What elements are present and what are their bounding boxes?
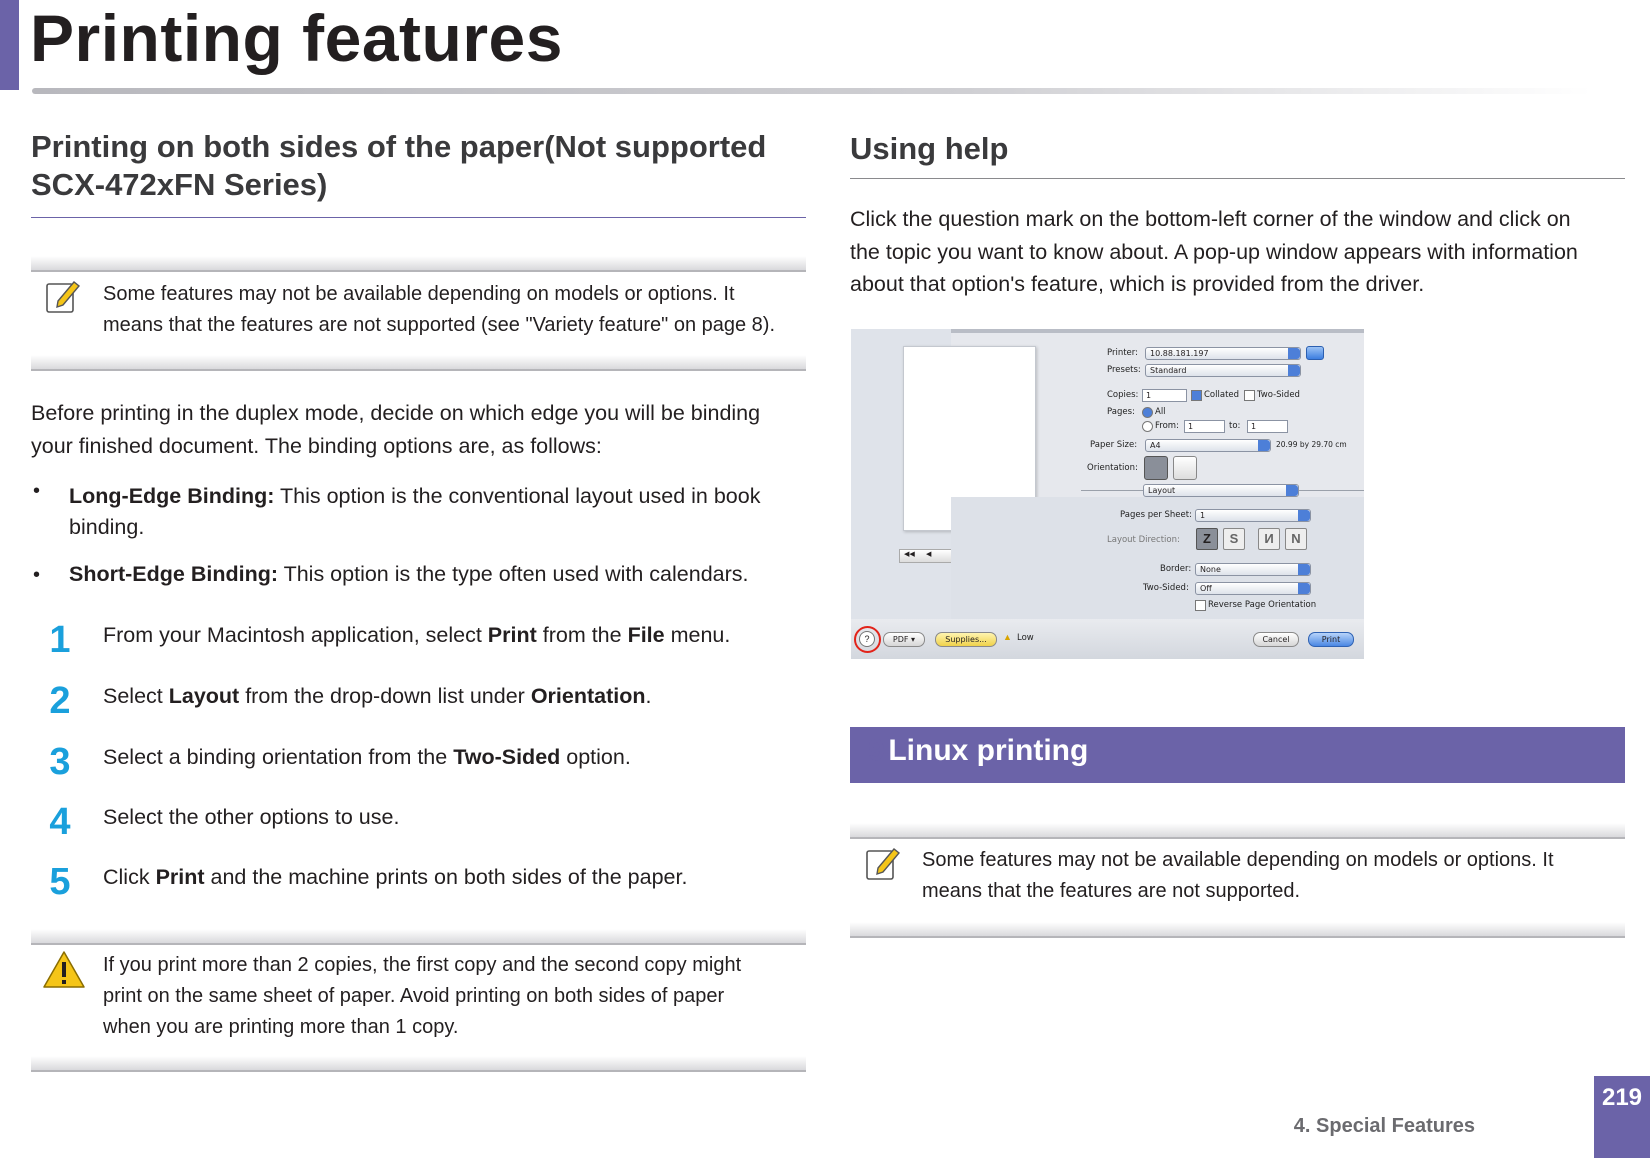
pages-label: Pages: — [1107, 407, 1135, 417]
step-post: . — [645, 684, 652, 708]
pdf-menu-button[interactable]: PDF ▾ — [883, 632, 925, 647]
intro-line: Before printing in the duplex mode, decide on which edge you will be binding — [31, 401, 761, 425]
chevron-updown-icon — [1298, 510, 1310, 521]
page-title: Printing features — [30, 1, 563, 75]
step-pre: Select the other options to use. — [103, 805, 400, 829]
step-bold: Print — [487, 623, 537, 647]
direction-button[interactable]: Z — [1196, 528, 1218, 550]
panel-select[interactable] — [1143, 484, 1299, 497]
section-title-line1: Printing on both sides of the paper(Not supported — [31, 129, 767, 164]
bullet-term: Long-Edge Binding: — [69, 484, 275, 508]
cancel-button[interactable]: Cancel — [1253, 632, 1299, 647]
step-number: 5 — [49, 861, 71, 903]
paper-size-label: Paper Size: — [1090, 440, 1138, 450]
chevron-updown-icon — [1298, 564, 1310, 575]
warning-bottom-bar — [31, 1056, 806, 1072]
note-icon — [44, 277, 84, 322]
help-line: about that option's feature, which is provided from the driver. — [850, 272, 1425, 296]
section-rule — [31, 217, 806, 218]
intro-paragraph — [31, 397, 811, 462]
footer-section-label: 4. Special Features — [1293, 1115, 1475, 1137]
two-sided-field-label: Two-Sided: — [1143, 583, 1189, 593]
step-number: 4 — [49, 801, 71, 843]
help-highlight-circle — [854, 626, 881, 653]
step-bold: Two-Sided — [453, 745, 561, 769]
step-number: 3 — [49, 741, 71, 783]
step-mid: from the — [536, 623, 628, 647]
two-sided-value: Off — [1200, 584, 1212, 593]
step-text — [103, 620, 730, 650]
border-label: Border: — [1160, 564, 1192, 574]
section-rule — [850, 178, 1625, 179]
border-value: None — [1200, 565, 1221, 574]
warning-line: print on the same sheet of paper. Avoid printing on both sides of paper — [103, 985, 725, 1007]
bullet-dot: • — [33, 480, 41, 502]
step-text — [103, 742, 631, 772]
step-bold: File — [627, 623, 665, 647]
note-line: means that the features are not supported (see "Variety feature" on page 8). — [103, 314, 776, 336]
warning-line: when you are printing more than 1 copy. — [103, 1016, 459, 1038]
copies-label: Copies: — [1107, 390, 1139, 400]
pages-from-radio[interactable] — [1142, 421, 1153, 432]
chevron-updown-icon — [1286, 485, 1298, 496]
bullet-text: This option is the type often used with calendars. — [278, 562, 749, 586]
presets-label: Presets: — [1107, 365, 1141, 375]
chevron-updown-icon — [1298, 583, 1310, 594]
direction-button[interactable]: N — [1285, 528, 1307, 550]
note-top-bar — [31, 256, 806, 272]
step-bold: Layout — [168, 684, 240, 708]
to-input[interactable]: 1 — [1247, 420, 1288, 433]
warning-small-icon: ▲ — [1003, 632, 1012, 642]
intro-line: your finished document. The binding options are, as follows: — [31, 433, 602, 458]
step-mid: and the machine prints on both sides of the paper. — [204, 865, 688, 889]
help-paragraph — [850, 203, 1630, 301]
step-text — [103, 802, 399, 832]
help-line: Click the question mark on the bottom-left corner of the window and click on — [850, 207, 1571, 231]
print-dialog-screenshot — [851, 329, 1364, 659]
border-select[interactable] — [1195, 563, 1311, 576]
direction-button[interactable]: И — [1258, 528, 1280, 550]
bullet-dot: • — [33, 564, 41, 586]
step-text — [103, 862, 687, 892]
chevron-updown-icon — [1288, 348, 1300, 359]
from-label: From: — [1155, 421, 1179, 431]
note-top-bar — [850, 823, 1625, 839]
reverse-orientation-label: Reverse Page Orientation — [1208, 600, 1317, 610]
reverse-orientation-checkbox[interactable] — [1195, 600, 1206, 611]
collated-checkbox[interactable] — [1191, 390, 1202, 401]
section-title-line2: SCX-472xFN Series) — [31, 167, 328, 202]
note-line: means that the features are not supported. — [922, 880, 1301, 902]
pages-all-label: All — [1155, 407, 1166, 417]
note-text — [103, 279, 803, 341]
note-text — [922, 845, 1622, 907]
prev-page-icon[interactable]: ◀ — [926, 551, 932, 558]
landscape-orientation-button[interactable] — [1173, 456, 1197, 480]
two-sided-select[interactable] — [1195, 582, 1311, 595]
warning-top-bar — [31, 929, 806, 945]
paper-size-select[interactable] — [1145, 439, 1271, 452]
bullet-text: This option is the conventional layout used in book — [274, 484, 761, 508]
step-number: 2 — [49, 680, 71, 722]
header-accent-bar — [0, 0, 19, 90]
sheet-top-edge — [951, 329, 1364, 333]
linux-section-title — [868, 734, 1088, 768]
panel-value: Layout — [1148, 486, 1176, 495]
pages-all-radio[interactable] — [1142, 407, 1153, 418]
low-label: Low — [1017, 633, 1034, 643]
warning-text — [103, 950, 803, 1043]
step-number: 1 — [49, 619, 71, 661]
step-pre: From your Macintosh application, select — [103, 623, 488, 647]
direction-button[interactable]: S — [1223, 528, 1245, 550]
step-post: menu. — [664, 623, 731, 647]
presets-select[interactable] — [1145, 364, 1301, 377]
from-input[interactable]: 1 — [1184, 420, 1225, 433]
chevron-updown-icon — [1258, 440, 1270, 451]
page-number: 219 — [1594, 1076, 1650, 1158]
printer-select[interactable] — [1145, 347, 1301, 360]
help-line: the topic you want to know about. A pop-up window appears with information — [850, 239, 1578, 264]
note-bottom-bar — [31, 355, 806, 371]
paper-size-value: A4 — [1150, 441, 1161, 450]
step-bold: Orientation — [530, 684, 646, 708]
to-label: to: — [1229, 421, 1241, 431]
two-sided-checkbox[interactable] — [1244, 390, 1255, 401]
first-page-icon[interactable]: ◀◀ — [904, 551, 915, 558]
section-title-duplex — [31, 128, 766, 204]
section-title-using-help: Using help — [850, 131, 1009, 166]
step-pre: Select — [103, 684, 169, 708]
orientation-label: Orientation: — [1087, 463, 1138, 473]
bullet-text-cont: binding. — [69, 515, 145, 539]
step-mid: option. — [560, 745, 631, 769]
collated-label: Collated — [1204, 390, 1240, 400]
warning-icon — [42, 950, 86, 995]
note-bottom-bar — [850, 922, 1625, 938]
supplies-button[interactable]: Supplies... — [935, 632, 997, 647]
note-icon — [864, 844, 904, 889]
pages-per-sheet-value: 1 — [1200, 511, 1206, 520]
chevron-updown-icon — [1288, 365, 1300, 376]
step-pre: Select a binding orientation from the — [103, 745, 454, 769]
layout-direction-label: Layout Direction: — [1107, 535, 1180, 545]
warning-line: If you print more than 2 copies, the first copy and the second copy might — [103, 954, 742, 976]
printer-label: Printer: — [1107, 348, 1138, 358]
linux-title-text: Linux printing — [888, 734, 1089, 767]
note-line: Some features may not be available depending on models or options. It — [922, 849, 1554, 871]
header-rule — [32, 88, 1592, 94]
copies-input[interactable]: 1 — [1142, 389, 1187, 402]
step-bold: Print — [155, 865, 205, 889]
bullet-short-edge — [69, 558, 809, 591]
two-sided-label: Two-Sided — [1257, 390, 1300, 400]
help-question-icon[interactable]: ? — [859, 631, 875, 647]
pages-per-sheet-select[interactable] — [1195, 509, 1311, 522]
bullet-term: Short-Edge Binding: — [69, 562, 278, 586]
linux-section-number: 9 — [868, 734, 885, 767]
step-mid: from the drop-down list under — [239, 684, 531, 708]
presets-value: Standard — [1150, 366, 1187, 375]
pages-per-sheet-label: Pages per Sheet: — [1120, 510, 1192, 520]
paper-dimensions: 20.99 by 29.70 cm — [1276, 440, 1347, 449]
bullet-long-edge — [69, 481, 809, 543]
portrait-orientation-button[interactable] — [1144, 456, 1168, 480]
printer-value: 10.88.181.197 — [1150, 349, 1209, 358]
step-text — [103, 681, 651, 711]
step-pre: Click — [103, 865, 156, 889]
print-button[interactable]: Print — [1308, 632, 1354, 647]
disclosure-button[interactable] — [1306, 346, 1324, 360]
note-line: Some features may not be available depending on models or options. It — [103, 283, 735, 305]
